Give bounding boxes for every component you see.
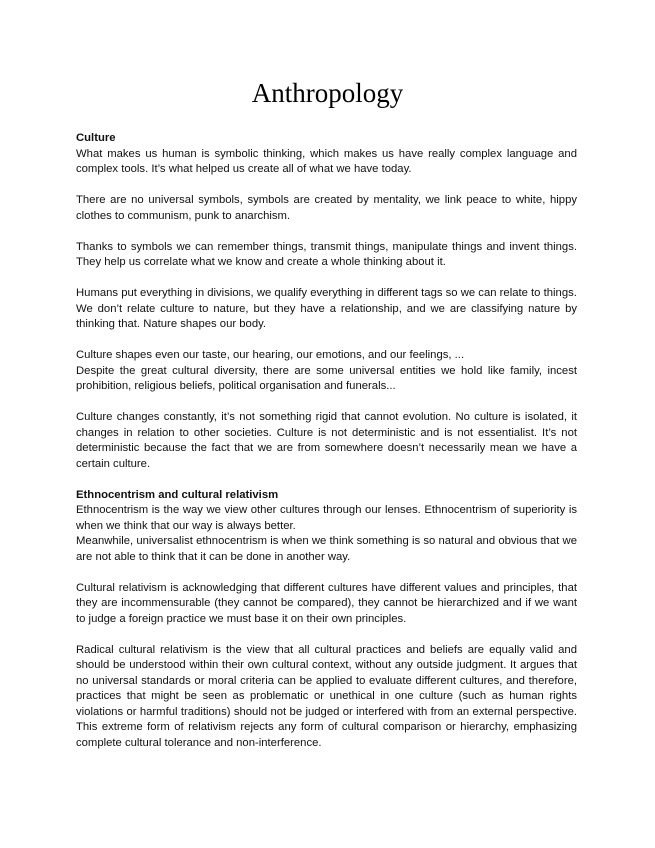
paragraph-gap	[76, 224, 577, 240]
paragraph: What makes us human is symbolic thinking, which makes us have really complex language and complex tools. It’s what helped us create all of what we have today.	[76, 147, 577, 175]
paragraph-gap	[76, 271, 577, 287]
section-heading-ethnocentrism: Ethnocentrism and cultural relativism	[76, 488, 279, 501]
paragraph: Radical cultural relativism is the view that all cultural practices and beliefs are equally valid and should be understood within their own cultural context, without any outside judgment. It argues that no universal standards or moral criteria can be applied to evaluate different cultures, and therefore, practices that might be seen as problematic or unethical in one culture (such as human rights violations or harmful traditions) should not be judged or interfered with from an external perspective. This extreme form of relativism rejects any form of cultural comparison or hierarchy, emphasizing complete cultural tolerance and non-interference.	[76, 643, 577, 749]
paragraph-gap	[76, 333, 577, 349]
paragraph: Culture changes constantly, it’s not something rigid that cannot evolution. No culture is isolated, it changes in relation to other societies. Culture is not deterministic and is not essentialist. It’s not deterministic because the fact that we are from somewhere doesn’t necessarily mean we have a certain culture.	[76, 411, 577, 470]
paragraph: Cultural relativism is acknowledging that different cultures have different values and principles, that they are incommensurable (they cannot be compared), they cannot be hierarchized and if we want to judge a foreign practice we must base it on their own principles.	[76, 581, 577, 625]
paragraph-gap	[76, 178, 577, 194]
section-heading-culture: Culture	[76, 132, 116, 144]
paragraph-gap	[76, 627, 577, 643]
paragraph-gap	[76, 565, 577, 581]
paragraph-gap	[76, 472, 577, 488]
page-title: Anthropology	[251, 78, 404, 108]
paragraph: Culture shapes even our taste, our hearing, our emotions, and our feelings, ...	[76, 349, 465, 361]
paragraph-gap	[76, 395, 577, 411]
paragraph: Thanks to symbols we can remember things, transmit things, manipulate things and invent things. They help us correlate what we know and create a whole thinking about it.	[76, 240, 577, 268]
paragraph: We don’t relate culture to nature, but they have a relationship, and we are classifying nature by thinking that. Nature shapes our body.	[76, 302, 577, 330]
paragraph: There are no universal symbols, symbols are created by mentality, we link peace to white, hippy clothes to communism, punk to anarchism.	[76, 194, 577, 222]
paragraph: Ethnocentrism is the way we view other cultures through our lenses. Ethnocentrism of superiority is when we think that our way is always better.	[76, 504, 577, 532]
paragraph: Despite the great cultural diversity, there are some universal entities we hold like family, incest prohibition, religious beliefs, political organisation and funerals...	[76, 364, 577, 392]
paragraph: Humans put everything in divisions, we qualify everything in different tags so we can relate to things.	[76, 287, 577, 299]
paragraph: Meanwhile, universalist ethnocentrism is when we think something is so natural and obvious that we are not able to think that it can be done in another way.	[76, 535, 577, 563]
document-body	[76, 131, 577, 751]
